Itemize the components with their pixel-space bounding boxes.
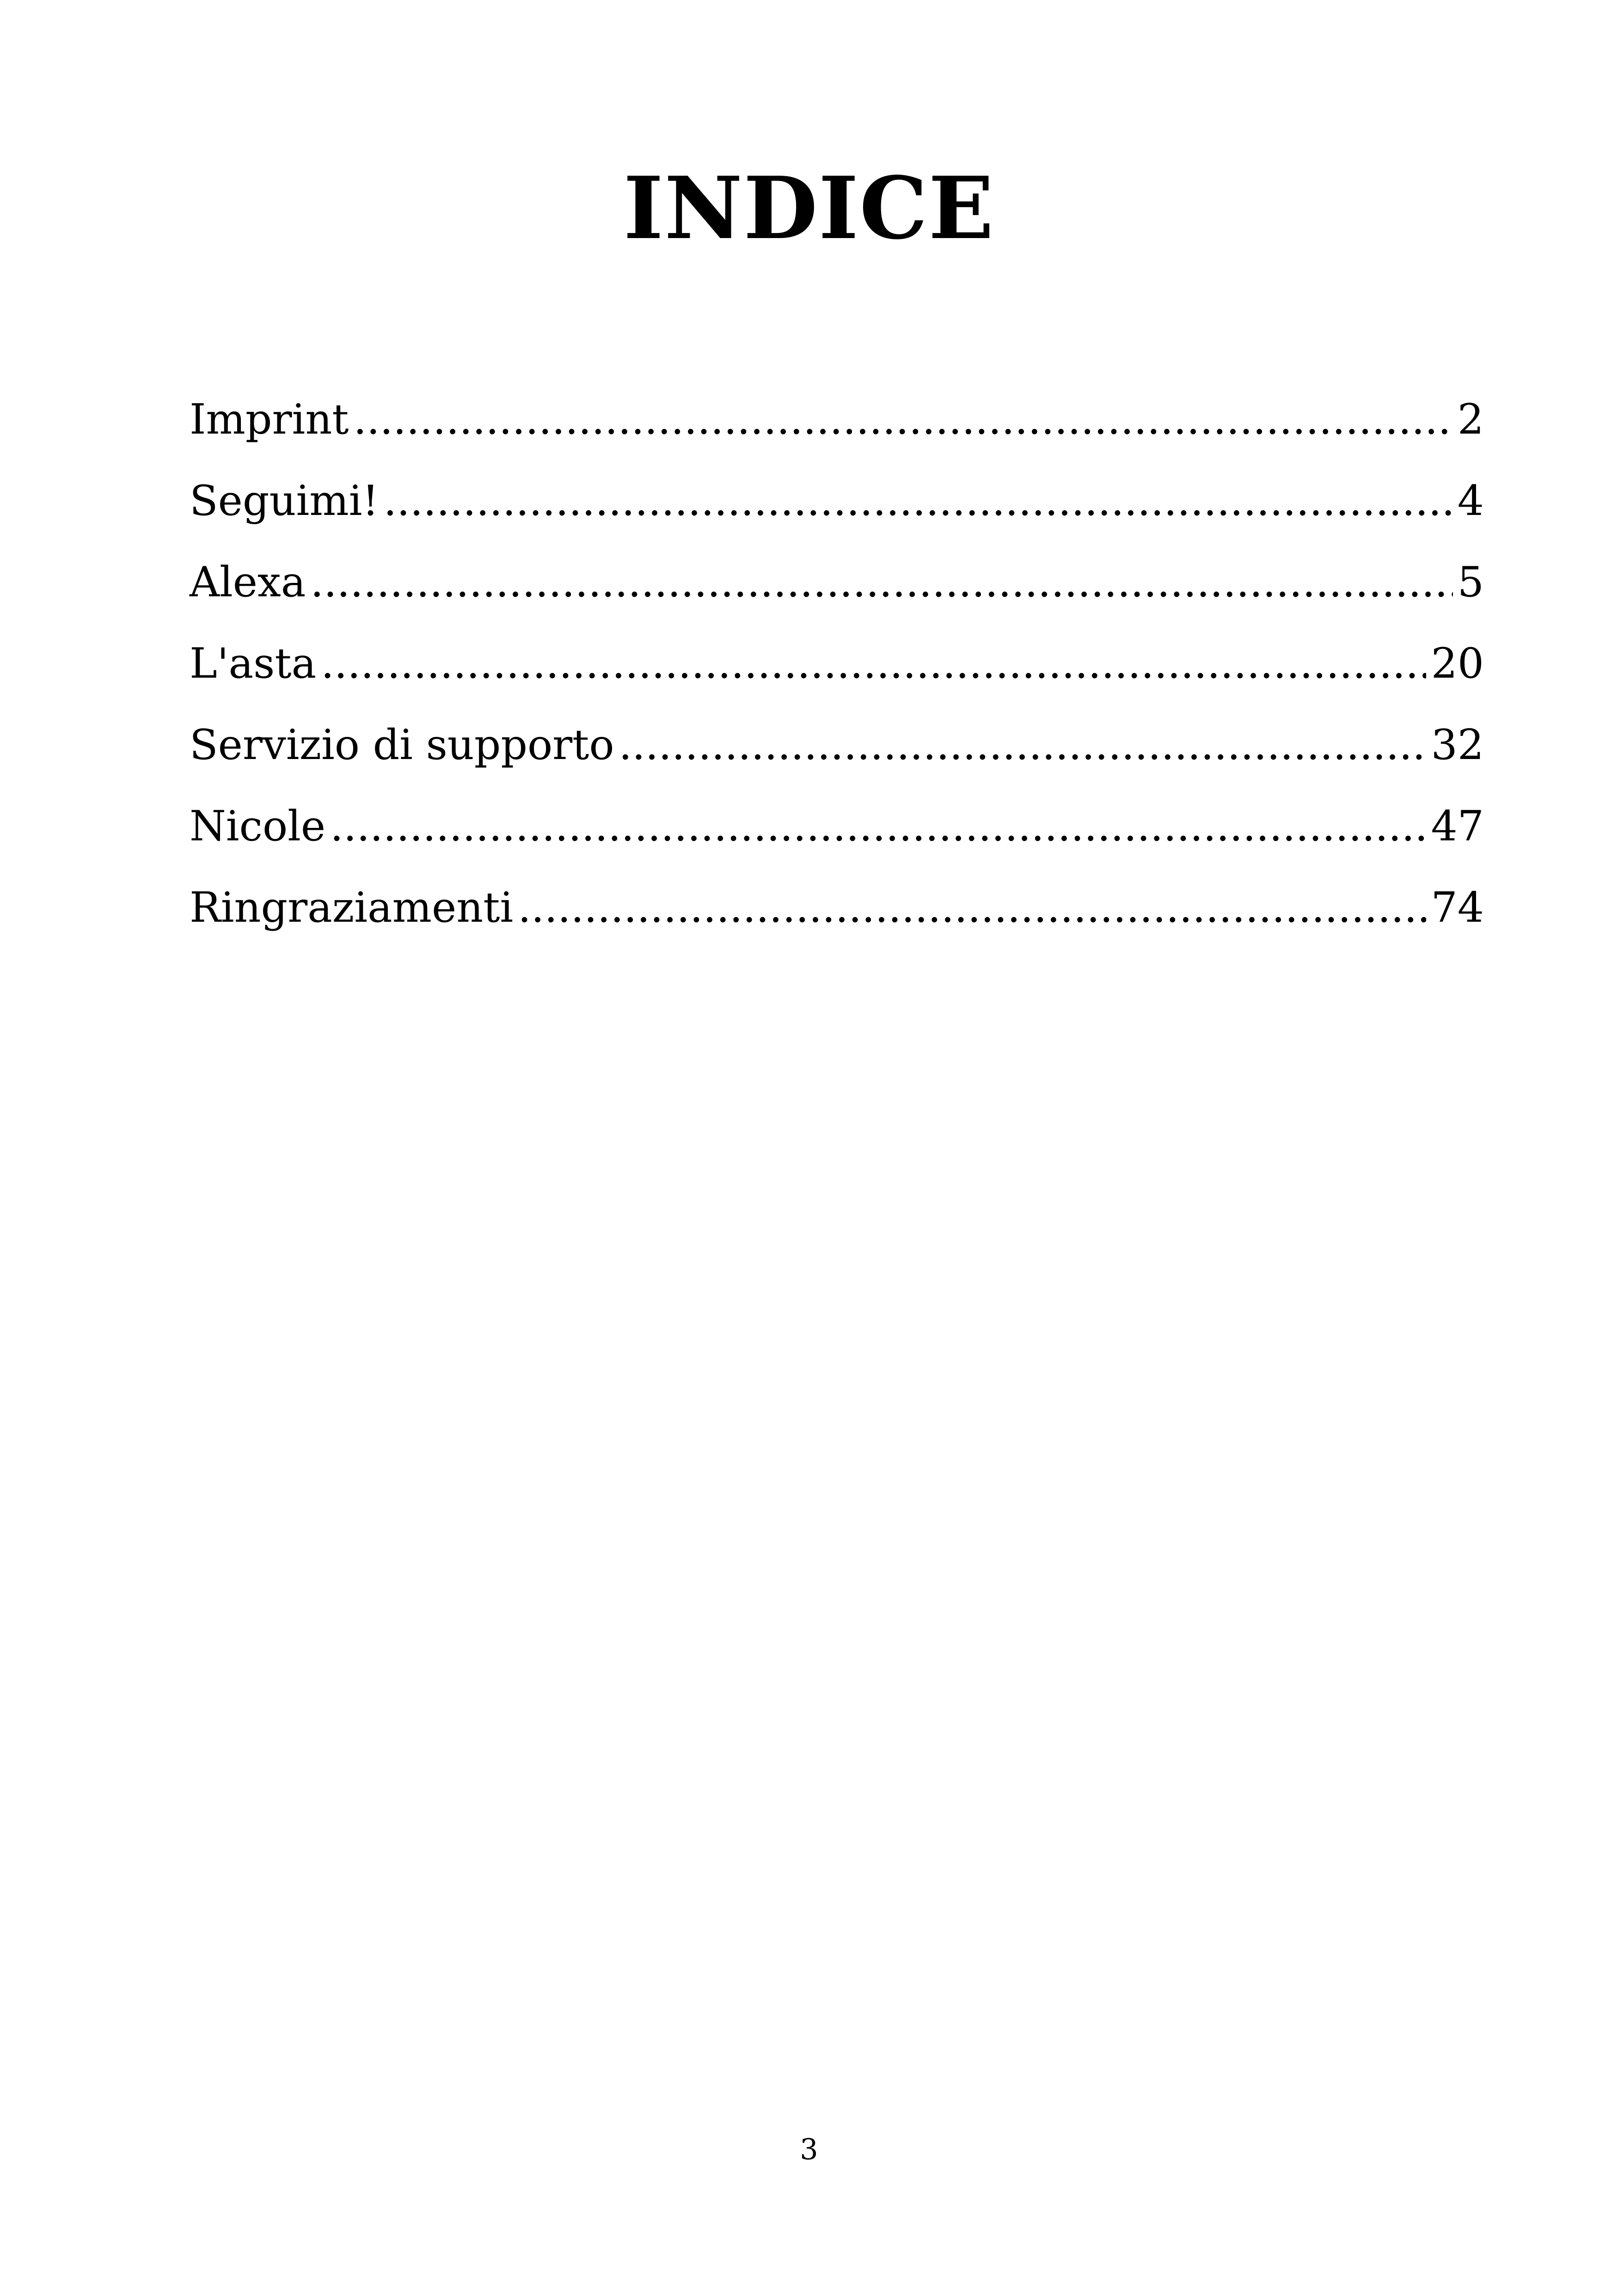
toc-entry-page: 74 [1431, 883, 1484, 932]
toc-entry-label: Alexa [190, 558, 306, 606]
toc-entry-alexa[interactable] [190, 542, 1484, 623]
toc-dot-leader [619, 704, 1427, 786]
toc-dot-leader [384, 460, 1453, 542]
toc-entry-label: Ringraziamenti [190, 883, 514, 932]
toc-dot-leader [330, 786, 1426, 867]
toc-entry-imprint[interactable] [190, 379, 1484, 460]
toc-entry-page: 5 [1457, 558, 1484, 606]
toc-dot-leader [310, 542, 1453, 623]
table-of-contents [190, 379, 1484, 949]
toc-entry-page: 47 [1431, 802, 1484, 851]
toc-entry-servizio-di-supporto[interactable] [190, 704, 1484, 786]
toc-entry-label: Seguimi! [190, 477, 379, 525]
page-title: INDICE [623, 158, 995, 258]
toc-dot-leader [353, 379, 1453, 460]
toc-entry-page: 32 [1431, 721, 1484, 769]
toc-entry-label: Nicole [190, 802, 326, 851]
page-number: 3 [800, 2132, 818, 2166]
toc-entry-nicole[interactable] [190, 786, 1484, 867]
toc-entry-seguimi[interactable] [190, 460, 1484, 542]
toc-entry-label: L'asta [190, 639, 317, 688]
toc-entry-ringraziamenti[interactable] [190, 867, 1484, 949]
toc-entry-page: 2 [1457, 395, 1484, 444]
toc-entry-label: Imprint [190, 395, 349, 444]
toc-entry-page: 4 [1457, 477, 1484, 525]
toc-dot-leader [518, 867, 1426, 949]
toc-entry-label: Servizio di supporto [190, 721, 614, 769]
toc-entry-lasta[interactable] [190, 623, 1484, 704]
toc-dot-leader [321, 623, 1426, 704]
toc-entry-page: 20 [1431, 639, 1484, 688]
